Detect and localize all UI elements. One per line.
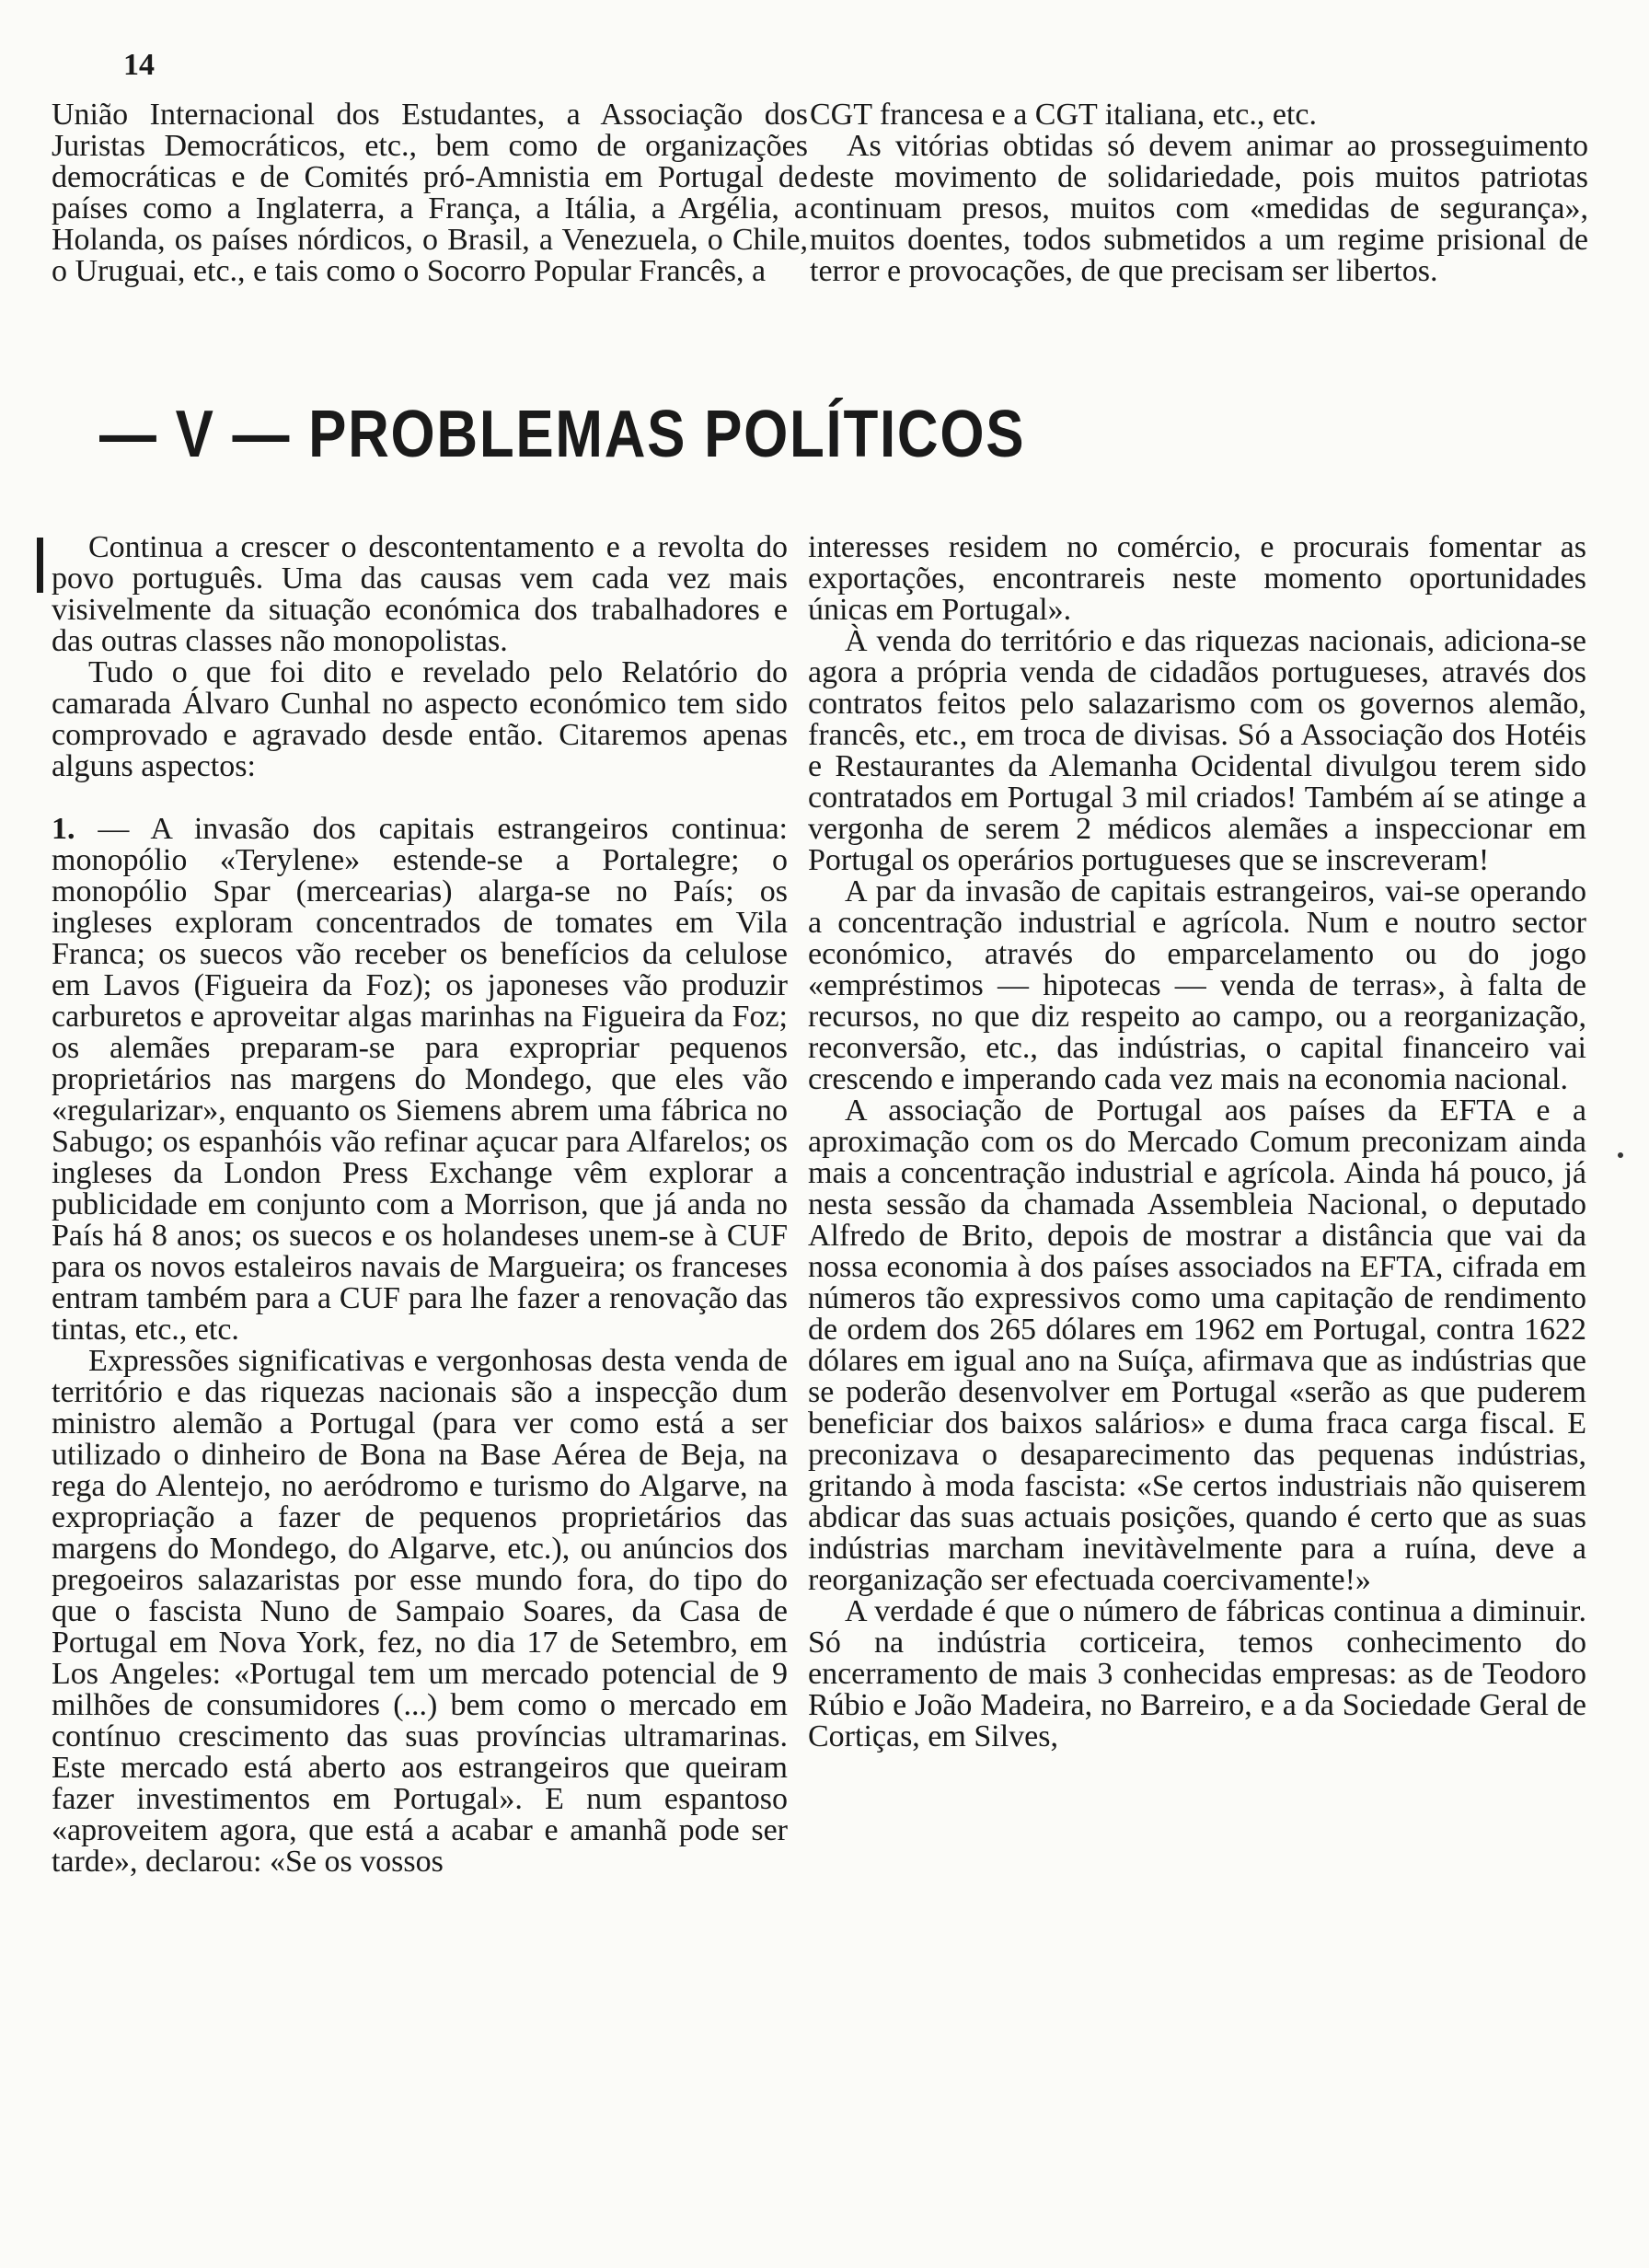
paragraph: Expressões significativas e vergonhosas desta venda de território e das riquezas nacionais são a inspecção dum ministro alemão a Portugal (para ver como está a ser utilizado o dinheiro de Bona na Base Aérea de Beja, na rega do Alentejo, no aeródromo e turismo do Algarve, na expropriação a fazer de pequenos proprietários das margens do Mondego, do Algarve, etc.), ou anúncios dos pregoeiros salazaristas por esse mundo fora, do tipo do que o fascista Nuno de Sampaio Soares, da Casa de Portugal em Nova York, fez, no dia 17 de Setembro, em Los Angeles: «Portugal tem um mercado potencial de 9 milhões de consumidores (...) bem como o mercado em contínuo crescimento das suas províncias ultramarinas. Este mercado está aberto aos estrangeiros que queiram fazer investimentos em Portugal». E num espantoso «aproveitem agora, que está a acabar e amanhã pode ser tarde», declarou: «Se os vossos: [52, 1344, 788, 1879]
body-left-column: [52, 532, 788, 1878]
top-left-column: [52, 99, 808, 287]
paragraph: A verdade é que o número de fábricas continua a diminuir. Só na indústria corticeira, temos conhecimento do encerramento de mais 3 conhecidas empresas: as de Teodoro Rúbio e João Madeira, no Barreiro, e a da Sociedade Geral de Cortiças, em Silves,: [808, 1594, 1586, 1753]
paragraph: União Internacional dos Estudantes, a Associação dos Juristas Democráticos, etc., bem como de organizações democráticas e de Comités pró-Amnistia em Portugal de países como a Inglaterra, a França, a Itália, a Argélia, a Holanda, os países nórdicos, o Brasil, a Venezuela, o Chile, o Uruguai, etc., e tais como o Socorro Popular Francês, a: [52, 98, 808, 288]
top-right-column: [810, 99, 1588, 287]
paragraph: A associação de Portugal aos países da EFTA e a aproximação com os do Mercado Comum preconizam ainda mais a concentração industrial e agrícola. Ainda há pouco, já nesta sessão da chamada Assembleia Nacional, o deputado Alfredo de Brito, depois de mostrar a distância que vai da nossa economia à dos países associados na EFTA, cifrada em números tão expressivos como uma capitação de rendimento de ordem dos 265 dólares em 1962 em Portugal, contra 1622 dólares em igual ano na Suíça, afirmava que as indústrias que se poderão desenvolver em Portugal «serão as que puderem beneficiar dos baixos salários» e duma fraca carga fiscal. E preconizava o desaparecimento das pequenas indústrias, gritando à moda fascista: «Se certos industriais não quiserem abdicar das suas actuais posições, quando é certo que as suas indústrias marcham inevitàvelmente para a ruína, deve a reorganização ser efectuada coercivamente!»: [808, 1094, 1586, 1597]
paragraph-text: — A invasão dos capitais estrangeiros continua: monopólio «Terylene» estende-se a Portalegre; o monopólio Spar (mercearias) alarga-se no País; os ingleses exploram concentrados de tomates em Vila Franca; os suecos vão receber os benefícios da celulose em Lavos (Figueira da Foz); os japoneses vão produzir carburetos e aproveitar algas marinhas na Figueira da Foz; os alemães preparam-se para expropriar pequenos proprietários nas margens do Mondego, que eles vão «regularizar», enquanto os Siemens abrem uma fábrica no Sabugo; os espanhóis vão refinar açucar para Alfarelos; os ingleses da London Press Exchange vêm explorar a publicidade em conjunto com a Morrison, que já anda no País há 8 anos; os suecos e os holandeses unem-se à CUF para os novos estaleiros navais de Margueira; os franceses entram também para a CUF para lhe fazer a renovação das tintas, etc., etc.: [52, 812, 788, 1347]
paragraph: Continua a crescer o descontentamento e a revolta do povo português. Uma das causas vem cada vez mais visivelmente da situação económica dos trabalhadores e das outras classes não monopolistas.: [52, 530, 788, 658]
numbered-paragraph: [52, 814, 788, 1346]
paragraph: interesses residem no comércio, e procurais fomentar as exportações, encontrareis neste momento oportunidades únicas em Portugal».: [808, 530, 1586, 627]
paragraph: À venda do território e das riquezas nacionais, adiciona-se agora a própria venda de cidadãos portugueses, através dos contratos feitos pelo salazarismo com os governos alemão, francês, etc., em troca de divisas. Só a Associação dos Hotéis e Restaurantes da Alemanha Ocidental divulgou terem sido contratados em Portugal 3 mil criados! Também aí se atinge a vergonha de serem 2 médicos alemães a inspeccionar em Portugal os operários portugueses que se inscreveram!: [808, 624, 1586, 877]
paragraph: As vitórias obtidas só devem animar ao prosseguimento deste movimento de solidariedade, pois muitos patriotas continuam presos, muitos com «medidas de segurança», muitos doentes, todos submetidos a um regime prisional de terror e provocações, de que precisam ser libertos.: [810, 129, 1588, 288]
page-number: 14: [123, 48, 155, 82]
paragraph: A par da invasão de capitais estrangeiros, vai-se operando a concentração industrial e agrícola. Num e noutro sector económico, através do emparcelamento ou do jogo «empréstimos — hipotecas — venda de terras», à falta de recursos, no que diz respeito ao campo, ou a reorganização, reconversão, etc., das indústrias, o capital financeiro vai crescendo e imperando cada vez mais na economia nacional.: [808, 874, 1586, 1096]
section-title: — V — PROBLEMAS POLÍTICOS: [99, 398, 1026, 471]
paragraph: CGT francesa e a CGT italiana, etc., etc.: [810, 98, 1318, 132]
decorative-rule: [37, 538, 43, 593]
margin-dot: [1618, 1152, 1623, 1158]
body-right-column: [808, 532, 1586, 1753]
paragraph: Tudo o que foi dito e revelado pelo Relatório do camarada Álvaro Cunhal no aspecto económico tem sido comprovado e agravado desde então. Citaremos apenas alguns aspectos:: [52, 655, 788, 783]
item-number: 1.: [52, 812, 75, 846]
